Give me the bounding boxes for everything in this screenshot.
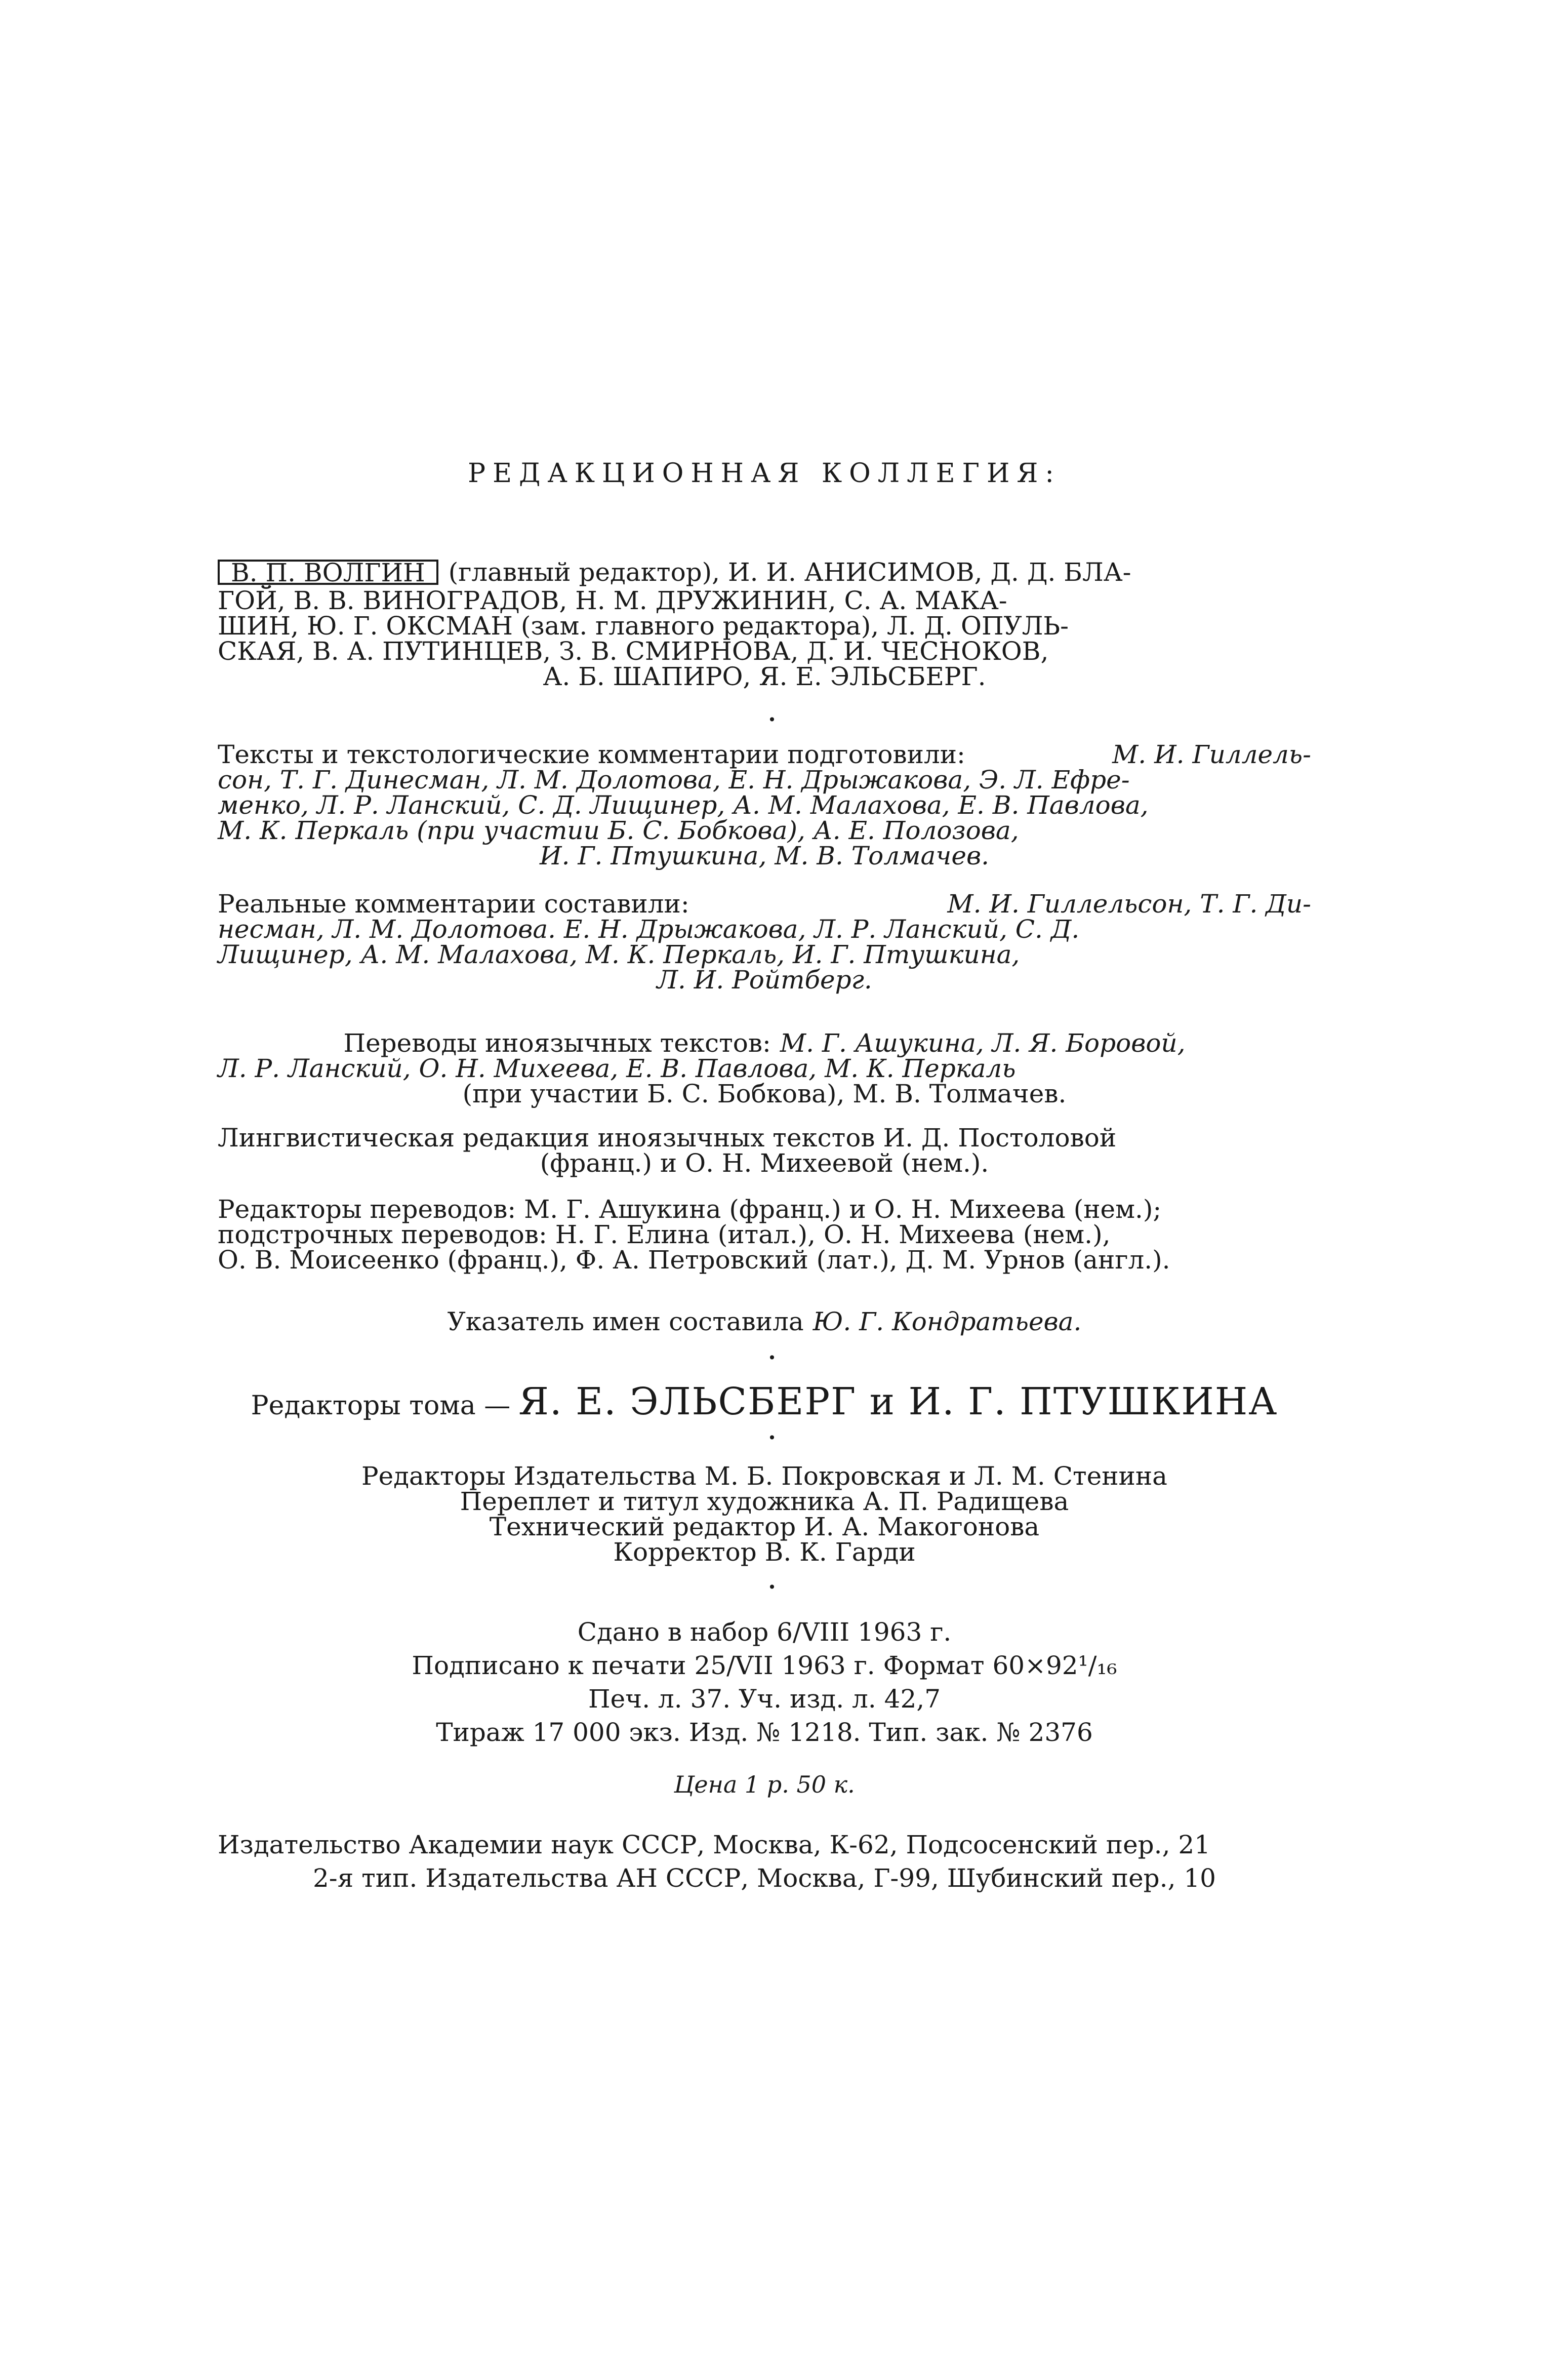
imprint-block <box>218 1615 1311 1800</box>
texts-line-2 <box>218 765 1311 795</box>
translations-line-2 <box>218 1056 1311 1081</box>
publishing-line-2-content: Переплет и титул художника А. П. Радищева <box>460 1487 1069 1516</box>
translations-line-2-content: Л. Р. Ланский, О. Н. Михеева, Е. В. Павлова, М. К. Перкаль <box>218 1054 1016 1083</box>
translations-block <box>218 1030 1311 1106</box>
separator-star-4: • <box>767 1579 777 1596</box>
index-label: Указатель имен составила <box>447 1307 804 1336</box>
tr-editors-line-3 <box>218 1247 1311 1273</box>
real-line-4-content: Л. И. Ройтберг. <box>657 965 872 995</box>
separator-star-2: • <box>767 1350 777 1366</box>
board-line-2-content: ГОЙ, В. В. ВИНОГРАДОВ, Н. М. ДРУЖИНИН, С. А. МАКА- <box>218 586 1007 615</box>
translation-editors-block <box>218 1197 1311 1273</box>
imprint-line-2 <box>218 1649 1311 1682</box>
price: Цена 1 р. 50 к. <box>674 1771 855 1798</box>
linguistic-line-2 <box>218 1148 1311 1178</box>
texts-line-3-content: менко, Л. Р. Ланский, С. Д. Лищинер, А. М. Малахова, Е. В. Павлова, <box>218 790 1149 820</box>
publishing-line-2 <box>218 1489 1311 1514</box>
imprint-line-3 <box>218 1682 1311 1716</box>
volume-editors-names: Я. Е. ЭЛЬСБЕРГ и И. Г. ПТУШКИНА <box>518 1380 1278 1423</box>
board-line-5 <box>218 664 1311 689</box>
board-line-5-content: А. Б. ШАПИРО, Я. Е. ЭЛЬСБЕРГ. <box>543 662 986 691</box>
imprint-line-4 <box>218 1716 1311 1749</box>
publishing-line-3-content: Технический редактор И. А. Макогонова <box>489 1512 1040 1541</box>
texts-line-2-content: сон, Т. Г. Динесман, Л. М. Долотова, Е. Н. Дрыжакова, Э. Л. Ефре- <box>218 765 1130 795</box>
imprint-line-1-content: Сдано в набор 6/VIII 1963 г. <box>577 1617 952 1647</box>
publisher-line-2-content: 2-я тип. Издательства АН СССР, Москва, Г-99, Шубинский пер., 10 <box>313 1863 1216 1893</box>
boxed-chief-editor: В. П. ВОЛГИН <box>218 560 438 585</box>
translations-line-3-content: (при участии Б. С. Бобкова), М. В. Толмачев. <box>462 1079 1067 1108</box>
board-line-3-content: ШИН, Ю. Г. ОКСМАН (зам. главного редактора), Л. Д. ОПУЛЬ- <box>218 611 1069 641</box>
publishing-line-1-content: Редакторы Издательства М. Б. Покровская и Л. М. Стенина <box>361 1461 1167 1491</box>
texts-line-5 <box>218 843 1311 868</box>
real-line-4 <box>218 967 1311 993</box>
price-line <box>218 1769 1311 1800</box>
tr-editors-line-3-content: О. В. Моисеенко (франц.), Ф. А. Петровский (лат.), Д. М. Урнов (англ.). <box>218 1245 1170 1275</box>
real-comments-block <box>218 891 1311 993</box>
texts-line-1 <box>218 742 1311 767</box>
editorial-board-heading: РЕДАКЦИОННАЯ КОЛЛЕГИЯ: <box>468 458 1061 489</box>
publisher-line-2 <box>218 1861 1311 1895</box>
texts-line-4-content: М. К. Перкаль (при участии Б. С. Бобкова), А. Е. Полозова, <box>218 816 1019 845</box>
real-line-2-content: несман, Л. М. Долотова. Е. Н. Дрыжакова, Л. Р. Ланский, С. Д. <box>218 915 1080 944</box>
translations-line-3 <box>218 1081 1311 1106</box>
board-line-1-text <box>449 560 1311 585</box>
publishing-line-4 <box>218 1539 1311 1565</box>
publisher-line-1 <box>218 1828 1311 1861</box>
index-block <box>218 1309 1311 1334</box>
board-line-3 <box>218 613 1311 639</box>
texts-prepared-label: Тексты и текстологические комментарии подготовили: <box>218 740 965 769</box>
publisher-block <box>218 1828 1311 1895</box>
board-line-4 <box>218 639 1311 664</box>
separator-star-3: • <box>767 1430 777 1446</box>
publishing-line-3 <box>218 1514 1311 1539</box>
imprint-line-1 <box>218 1615 1311 1649</box>
separator-star-1: • <box>767 711 777 728</box>
publishing-block <box>218 1463 1311 1565</box>
tr-editors-line-1 <box>218 1197 1311 1222</box>
volume-editors-line <box>251 1380 1278 1423</box>
board-line-1 <box>218 560 1311 585</box>
real-comments-label: Реальные комментарии составили: <box>218 889 689 919</box>
real-line-1 <box>218 891 1311 917</box>
linguistic-line-2-content: (франц.) и О. Н. Михеевой (нем.). <box>540 1148 989 1178</box>
translations-line-1-names: М. Г. Ашукина, Л. Я. Боровой, <box>780 1028 1186 1058</box>
texts-line-5-content: И. Г. Птушкина, М. В. Толмачев. <box>539 841 989 870</box>
texts-prepared-block <box>218 742 1311 868</box>
tr-editors-line-1-content: Редакторы переводов: М. Г. Ашукина (франц.) и О. Н. Михеева (нем.); <box>218 1195 1162 1224</box>
linguistic-block <box>218 1125 1311 1176</box>
texts-line-1-names: М. И. Гиллель- <box>1112 740 1311 769</box>
imprint-line-2-content: Подписано к печати 25/VII 1963 г. Формат 60×92¹/₁₆ <box>412 1651 1117 1680</box>
real-line-3 <box>218 942 1311 967</box>
texts-line-4 <box>218 818 1311 843</box>
imprint-line-4-content: Тираж 17 000 экз. Изд. № 1218. Тип. зак. № 2376 <box>436 1718 1093 1747</box>
translations-line-1 <box>218 1030 1311 1056</box>
tr-editors-line-2-content: подстрочных переводов: Н. Г. Елина (итал.), О. Н. Михеева (нем.), <box>218 1220 1111 1249</box>
real-line-1-names: М. И. Гиллельсон, Т. Г. Ди- <box>947 889 1311 919</box>
linguistic-line-1-content: Лингвистическая редакция иноязычных текстов И. Д. Постоловой <box>218 1123 1117 1153</box>
index-line <box>218 1309 1311 1334</box>
publisher-line-1-content: Издательство Академии наук СССР, Москва, К-62, Подсосенский пер., 21 <box>218 1830 1210 1859</box>
translations-label: Переводы иноязычных текстов: <box>343 1028 771 1058</box>
editorial-board-block <box>218 560 1311 689</box>
texts-line-3 <box>218 792 1311 818</box>
linguistic-line-1 <box>218 1125 1311 1151</box>
tr-editors-line-2 <box>218 1222 1311 1247</box>
board-line-4-content: СКАЯ, В. А. ПУТИНЦЕВ, З. В. СМИРНОВА, Д. И. ЧЕСНОКОВ, <box>218 637 1049 666</box>
publishing-line-1 <box>218 1463 1311 1489</box>
real-line-2 <box>218 917 1311 942</box>
publishing-line-4-content: Корректор В. К. Гарди <box>613 1537 916 1567</box>
board-line-2 <box>218 588 1311 613</box>
imprint-line-3-content: Печ. л. 37. Уч. изд. л. 42,7 <box>588 1684 941 1714</box>
real-line-3-content: Лищинер, А. М. Малахова, М. К. Перкаль, И. Г. Птушкина, <box>218 940 1020 969</box>
volume-editors-label: Редакторы тома — <box>251 1391 511 1421</box>
board-line-1-content: (главный редактор), И. И. АНИСИМОВ, Д. Д. БЛА- <box>448 558 1131 587</box>
index-compiler-name: Ю. Г. Кондратьева. <box>812 1307 1082 1336</box>
